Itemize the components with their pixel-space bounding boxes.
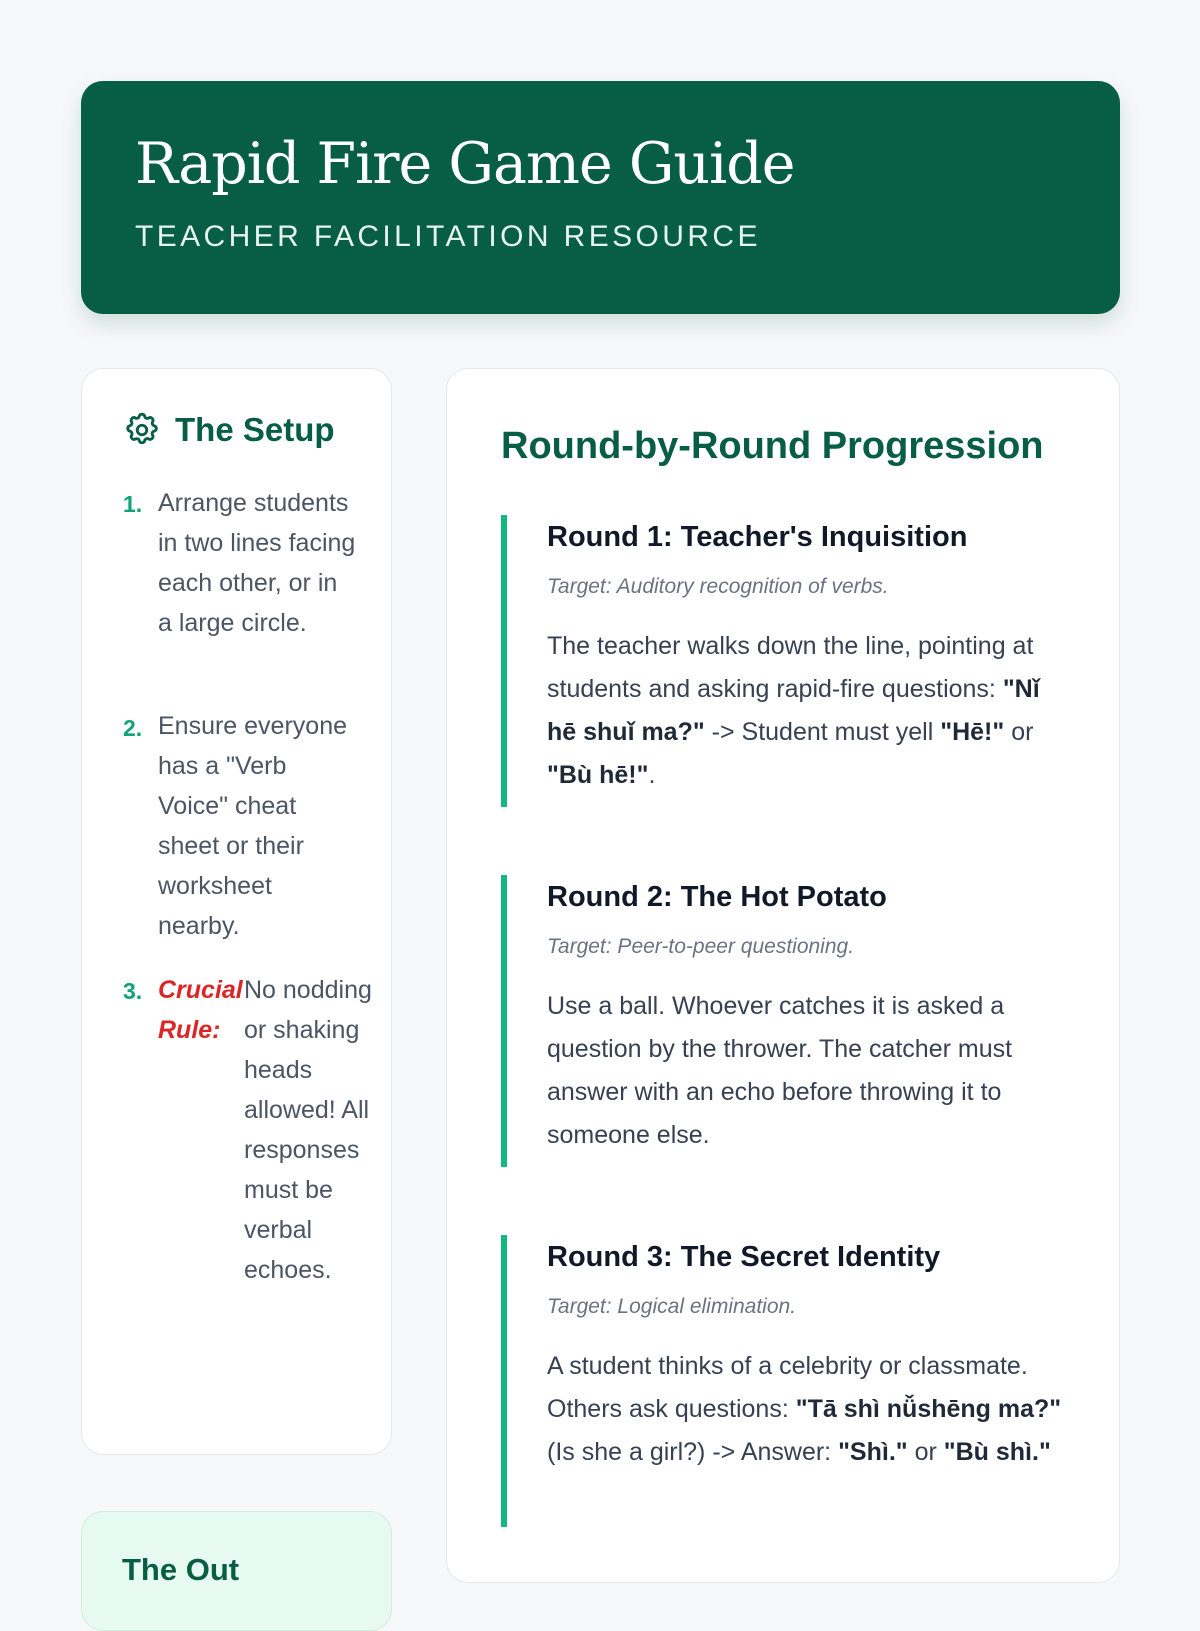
desc-text: (Is she a girl?) -> Answer: xyxy=(547,1438,839,1466)
question-text: "Nǐ hē shuǐ ma?" xyxy=(547,675,1040,746)
answer-text: "Hē!" xyxy=(940,718,1005,746)
round-item xyxy=(501,1235,1101,1527)
page-header xyxy=(81,81,1120,314)
round-item xyxy=(501,515,1101,807)
step-text: No nodding or shaking heads allowed! All responses must be verbal echoes. xyxy=(244,976,372,1284)
round-title: Round 1: Teacher's Inquisition xyxy=(547,521,968,553)
round-target: Target: Auditory recognition of verbs. xyxy=(547,575,889,598)
round-description xyxy=(547,1345,1072,1474)
round-target: Target: Peer-to-peer questioning. xyxy=(547,935,855,958)
step-number: 2. xyxy=(123,715,143,741)
answer-text: "Bù hē!" xyxy=(547,761,649,789)
round-title: Round 3: The Secret Identity xyxy=(547,1241,941,1273)
step-text: Ensure everyone has a "Verb Voice" cheat sheet or their worksheet nearby. xyxy=(158,712,348,940)
rounds-card xyxy=(446,368,1120,1583)
desc-text: or xyxy=(1004,718,1034,746)
desc-text: . xyxy=(648,761,656,789)
desc-text: A student thinks of a celebrity or classmate. Others ask questions: xyxy=(547,1352,1028,1423)
setup-card xyxy=(81,368,392,1455)
question-text: "Tā shì nǚshēng ma?" xyxy=(795,1395,1062,1423)
desc-text: -> Student must yell xyxy=(704,718,941,746)
answer-text: "Shì." xyxy=(838,1438,908,1466)
round-target: Target: Logical elimination. xyxy=(547,1295,797,1318)
round-item xyxy=(501,875,1101,1167)
out-title: The Out xyxy=(122,1552,240,1587)
round-description: Use a ball. Whoever catches it is asked a question by the thrower. The catcher must answer with an echo before throwing it to someone else. xyxy=(547,992,1013,1149)
setup-title: The Setup xyxy=(175,411,335,448)
crucial-rule-label: Crucial Rule: xyxy=(158,976,243,1044)
step-number: 1. xyxy=(123,491,143,517)
page-title: Rapid Fire Game Guide xyxy=(135,131,795,197)
step-text: Arrange students in two lines facing each other, or in a large circle. xyxy=(158,489,356,637)
step-number: 3. xyxy=(123,978,143,1004)
out-card xyxy=(81,1511,392,1631)
rounds-title: Round-by-Round Progression xyxy=(501,425,1044,467)
desc-text: The teacher walks down the line, pointing at students and asking rapid-fire questions: xyxy=(547,632,1034,703)
page-subtitle: TEACHER FACILITATION RESOURCE xyxy=(135,220,761,253)
gear-icon xyxy=(123,411,161,449)
desc-text: or xyxy=(907,1438,944,1466)
round-title: Round 2: The Hot Potato xyxy=(547,881,887,913)
setup-heading xyxy=(123,411,335,449)
answer-text: "Bù shì." xyxy=(943,1438,1051,1466)
round-description xyxy=(547,625,1072,797)
